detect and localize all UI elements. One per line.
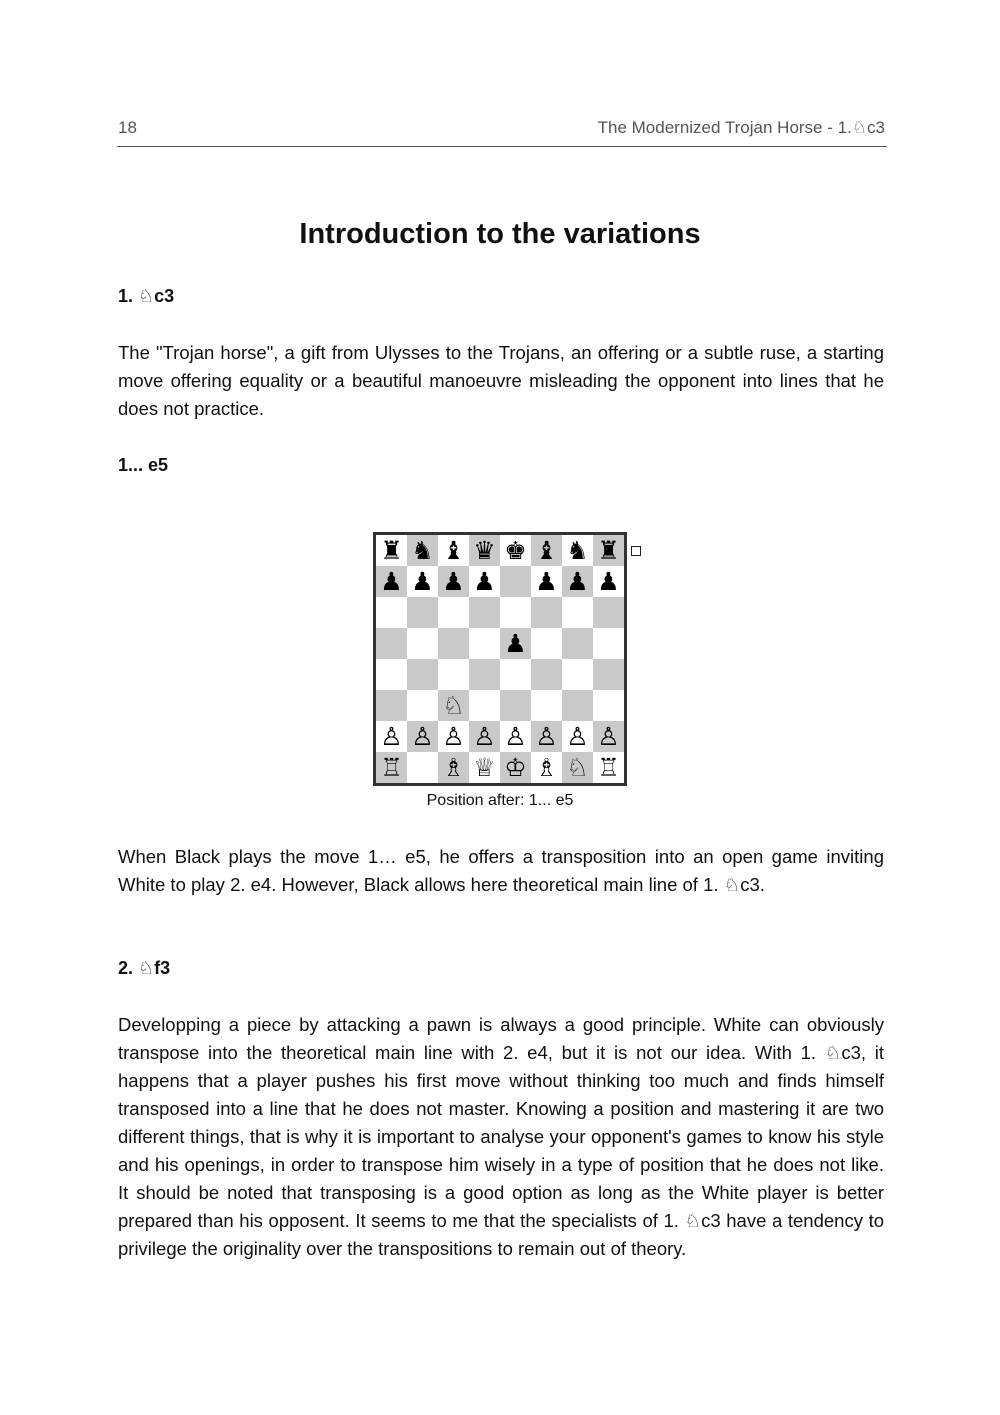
square-b6 <box>407 597 438 628</box>
square-g7: ♟ <box>562 566 593 597</box>
square-e5: ♟ <box>500 628 531 659</box>
square-f5 <box>531 628 562 659</box>
square-b4 <box>407 659 438 690</box>
square-h7: ♟ <box>593 566 624 597</box>
square-b3 <box>407 690 438 721</box>
square-g5 <box>562 628 593 659</box>
square-f7: ♟ <box>531 566 562 597</box>
square-h6 <box>593 597 624 628</box>
square-e6 <box>500 597 531 628</box>
move-heading-2: 1... e5 <box>118 455 169 475</box>
square-h8: ♜ <box>593 535 624 566</box>
paragraph-3: Developping a piece by attacking a pawn is always a good principle. White can obviously transpose into the theoretical main line with 2. e4, but it is not our idea. With 1. ♘c3, it happens that a player pushes his first move without thinking too much and finds himself transposed into a line that he does not master. Knowing a position and mastering it are two different things, that is why it is important to analyse your opponent's games to know his style and his openings, in order to transpose him wisely in a type of position that he does not like. It should be noted that transposing is a good option as long as the White player is better prepared than his opposent. It seems to me that the specialists of 1. ♘c3 have a tendency to privilege the originality over the transpositions to remain out of theory. <box>118 1014 884 1259</box>
square-c6 <box>438 597 469 628</box>
move-heading-1: 1. ♘c3 <box>118 286 175 306</box>
square-a1: ♖ <box>376 752 407 783</box>
square-g1: ♘ <box>562 752 593 783</box>
square-e7 <box>500 566 531 597</box>
move-heading-3: 2. ♘f3 <box>118 958 171 978</box>
chess-diagram <box>373 532 627 786</box>
square-g6 <box>562 597 593 628</box>
square-f6 <box>531 597 562 628</box>
square-c7: ♟ <box>438 566 469 597</box>
square-d3 <box>469 690 500 721</box>
square-g3 <box>562 690 593 721</box>
square-h3 <box>593 690 624 721</box>
square-c8: ♝ <box>438 535 469 566</box>
square-a5 <box>376 628 407 659</box>
square-b8: ♞ <box>407 535 438 566</box>
square-e2: ♙ <box>500 721 531 752</box>
square-c3: ♘ <box>438 690 469 721</box>
white-to-move-marker <box>631 546 641 556</box>
square-e4 <box>500 659 531 690</box>
square-g2: ♙ <box>562 721 593 752</box>
square-a8: ♜ <box>376 535 407 566</box>
square-g4 <box>562 659 593 690</box>
square-b1 <box>407 752 438 783</box>
square-h1: ♖ <box>593 752 624 783</box>
square-a2: ♙ <box>376 721 407 752</box>
square-g8: ♞ <box>562 535 593 566</box>
square-h2: ♙ <box>593 721 624 752</box>
square-f4 <box>531 659 562 690</box>
square-e1: ♔ <box>500 752 531 783</box>
square-f1: ♗ <box>531 752 562 783</box>
square-f8: ♝ <box>531 535 562 566</box>
square-h5 <box>593 628 624 659</box>
square-f2: ♙ <box>531 721 562 752</box>
square-a3 <box>376 690 407 721</box>
square-b2: ♙ <box>407 721 438 752</box>
chess-board <box>376 535 624 783</box>
square-d4 <box>469 659 500 690</box>
paragraph-1: The "Trojan horse", a gift from Ulysses to the Trojans, an offering or a subtle ruse, a starting move offering equality or a beautiful manoeuvre misleading the opponent into lines that he does not practice. <box>118 342 884 419</box>
square-d5 <box>469 628 500 659</box>
square-d7: ♟ <box>469 566 500 597</box>
square-h4 <box>593 659 624 690</box>
page-header <box>117 116 887 147</box>
diagram-caption: Position after: 1... e5 <box>426 792 574 809</box>
square-a4 <box>376 659 407 690</box>
square-b7: ♟ <box>407 566 438 597</box>
square-d8: ♛ <box>469 535 500 566</box>
square-c4 <box>438 659 469 690</box>
section-title: Introduction to the variations <box>299 218 701 250</box>
square-d2: ♙ <box>469 721 500 752</box>
square-a6 <box>376 597 407 628</box>
square-d1: ♕ <box>469 752 500 783</box>
running-title: The Modernized Trojan Horse - 1.♘c3 <box>597 118 885 137</box>
paragraph-2: When Black plays the move 1… e5, he offers a transposition into an open game inviting White to play 2. e4. However, Black allows here theoretical main line of 1. ♘c3. <box>118 846 884 895</box>
page-number: 18 <box>118 118 137 137</box>
square-e8: ♚ <box>500 535 531 566</box>
square-f3 <box>531 690 562 721</box>
square-b5 <box>407 628 438 659</box>
square-c2: ♙ <box>438 721 469 752</box>
square-c1: ♗ <box>438 752 469 783</box>
square-e3 <box>500 690 531 721</box>
square-c5 <box>438 628 469 659</box>
square-a7: ♟ <box>376 566 407 597</box>
square-d6 <box>469 597 500 628</box>
